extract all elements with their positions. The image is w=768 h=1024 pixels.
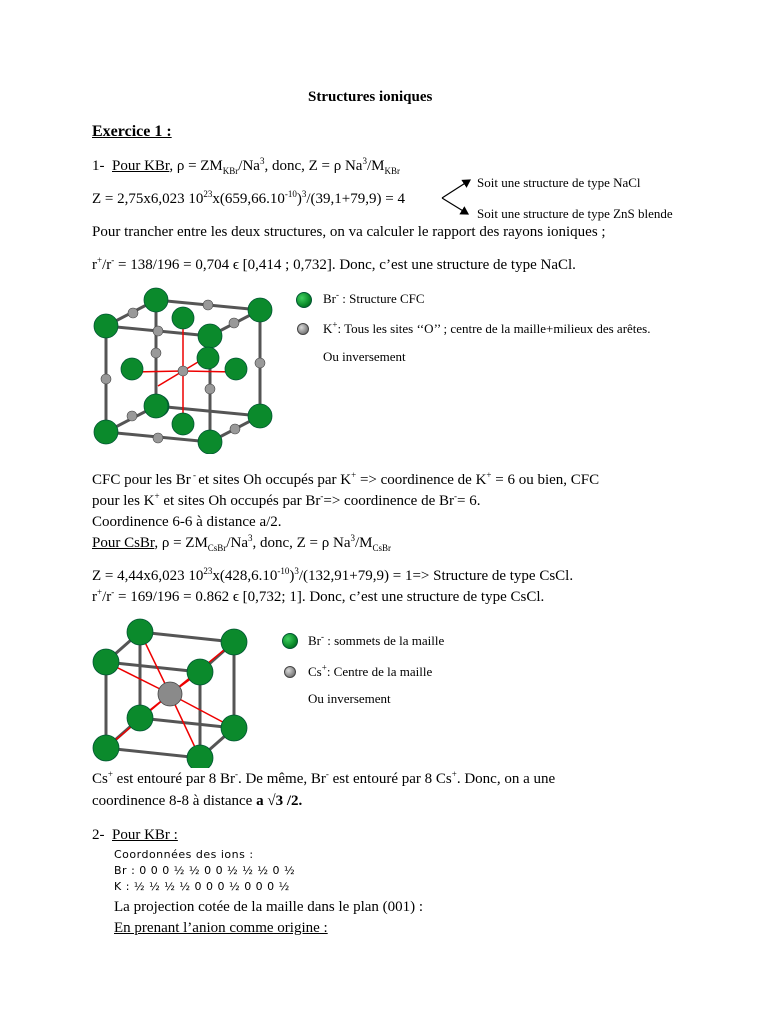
option-nacl: Soit une structure de type NaCl bbox=[477, 175, 641, 190]
k-legend-icon bbox=[297, 323, 309, 335]
csbr-formula bbox=[92, 534, 391, 552]
text-part: est entouré par 8 Br bbox=[112, 771, 235, 787]
text-part: est entouré par 8 Cs bbox=[328, 771, 452, 787]
subscript: CsBr bbox=[372, 543, 392, 553]
superscript: - bbox=[234, 769, 238, 779]
ion-label: Br bbox=[308, 633, 321, 648]
compound-label: Pour CsBr bbox=[92, 535, 155, 551]
superscript: - bbox=[321, 631, 324, 642]
superscript: - bbox=[320, 491, 324, 501]
distance-formula: a √3 /2. bbox=[256, 793, 303, 809]
superscript: + bbox=[97, 255, 103, 265]
superscript: 23 bbox=[203, 566, 213, 576]
superscript: + bbox=[451, 769, 457, 779]
cfc-line-1 bbox=[92, 471, 599, 489]
text-part: . De même, Br bbox=[237, 771, 326, 787]
text-part: => coordinence de Br bbox=[323, 493, 454, 509]
superscript: + bbox=[107, 769, 113, 779]
legend-description: : Tous les sites ‘‘O’’ ; centre de la maille+milieux des arêtes. bbox=[337, 321, 651, 336]
projection-text: La projection cotée de la maille dans le plan (001) : bbox=[114, 899, 424, 915]
superscript: + bbox=[332, 319, 338, 330]
formula-part: ) bbox=[289, 568, 295, 584]
formula-part: , ρ = ZM bbox=[169, 158, 223, 174]
superscript: + bbox=[351, 470, 357, 480]
superscript: -10 bbox=[284, 189, 297, 199]
compound-label: Pour KBr : bbox=[112, 827, 178, 843]
br-legend-text bbox=[323, 290, 425, 308]
text-part: et sites Oh occupés par K bbox=[198, 472, 352, 488]
superscript: -10 bbox=[277, 566, 290, 576]
superscript: + bbox=[154, 491, 160, 501]
formula-part: /(39,1+79,9) = 4 bbox=[306, 191, 405, 207]
superscript: - bbox=[190, 470, 199, 480]
formula-part: = 138/196 = 0,704 ϵ [0,414 ; 0,732]. Donc, c’est une structure de type NaCl. bbox=[114, 257, 576, 273]
question-1-formula bbox=[92, 157, 400, 175]
superscript: - bbox=[111, 587, 115, 597]
legend2-or-text: Ou inversement bbox=[308, 691, 391, 706]
formula-part: /M bbox=[366, 158, 385, 174]
br-vertex-legend-icon bbox=[282, 633, 298, 649]
formula-part: Z = 2,75x6,023 10 bbox=[92, 191, 204, 207]
formula-part: x(428,6.10 bbox=[212, 568, 278, 584]
exercise-heading: Exercice 1 : bbox=[92, 123, 172, 140]
origin-text: En prenant l’anion comme origine : bbox=[114, 920, 328, 936]
formula-part: /(132,91+79,9) = 1=> Structure de type CsCl. bbox=[298, 568, 574, 584]
text-part: et sites Oh occupés par Br bbox=[159, 493, 321, 509]
text-part: CFC pour les Br bbox=[92, 472, 191, 488]
text-part: = 6. bbox=[457, 493, 481, 509]
formula-part: r bbox=[92, 589, 97, 605]
legend-description: : Centre de la maille bbox=[326, 664, 433, 679]
text-part: => coordinence de K bbox=[356, 472, 487, 488]
br-legend-icon bbox=[296, 292, 312, 308]
k-coordinates: K : ½ ½ ½ ½ 0 0 0 ½ 0 0 0 ½ bbox=[114, 880, 290, 893]
formula-part: /M bbox=[355, 535, 373, 551]
text-part: coordinence 8-8 à distance bbox=[92, 793, 257, 809]
ion-label: Cs bbox=[308, 664, 322, 679]
superscript: 3 bbox=[294, 566, 299, 576]
formula-part: ) bbox=[296, 191, 302, 207]
text-part: pour les K bbox=[92, 493, 155, 509]
superscript: - bbox=[454, 491, 457, 501]
formula-part: /r bbox=[102, 589, 112, 605]
formula-part: x(659,66.10 bbox=[212, 191, 285, 207]
nacl-structure-figure bbox=[88, 286, 278, 454]
cfc-line-3: Coordinence 6-6 à distance a/2. bbox=[92, 514, 282, 530]
formula-part: Z = 4,44x6,023 10 bbox=[92, 568, 204, 584]
formula-part: /Na bbox=[226, 535, 248, 551]
compound-label: Pour KBr bbox=[112, 158, 170, 174]
superscript: 23 bbox=[203, 189, 213, 199]
ion-label: Br bbox=[323, 291, 336, 306]
superscript: - bbox=[336, 289, 339, 300]
z-calculation-csbr bbox=[92, 567, 573, 585]
cs-coord-line-1 bbox=[92, 770, 555, 788]
cfc-line-2 bbox=[92, 492, 480, 510]
legend-description: : Structure CFC bbox=[339, 291, 425, 306]
question-number: 2- bbox=[92, 827, 105, 843]
ion-label: K bbox=[323, 321, 333, 336]
cs-legend-text bbox=[308, 663, 432, 681]
text-part: Cs bbox=[92, 771, 108, 787]
page-title: Structures ioniques bbox=[308, 89, 433, 105]
superscript: + bbox=[486, 470, 492, 480]
formula-part: = 169/196 = 0.862 ϵ [0,732; 1]. Donc, c’est une structure de type CsCl. bbox=[114, 589, 545, 605]
formula-part: r bbox=[92, 257, 97, 273]
superscript: + bbox=[97, 587, 103, 597]
text-part: = 6 ou bien, CFC bbox=[491, 472, 600, 488]
formula-part: , donc, Z = ρ Na bbox=[264, 158, 363, 174]
k-legend-text bbox=[323, 320, 651, 338]
superscript: 3 bbox=[350, 533, 355, 543]
superscript: + bbox=[321, 662, 327, 673]
radius-ratio-kbr bbox=[92, 256, 576, 274]
question-number: 1- bbox=[92, 158, 105, 174]
superscript: - bbox=[111, 255, 115, 265]
trancher-text: Pour trancher entre les deux structures, on va calculer le rapport des rayons ioniques ; bbox=[92, 224, 606, 240]
formula-part: /Na bbox=[238, 158, 260, 174]
cs-coord-line-2 bbox=[92, 792, 302, 810]
formula-part: /r bbox=[102, 257, 112, 273]
legend-description: : sommets de la maille bbox=[324, 633, 445, 648]
option-zns: Soit une structure de type ZnS blende bbox=[477, 206, 673, 221]
subscript: KBr bbox=[222, 166, 239, 176]
radius-ratio-csbr bbox=[92, 588, 544, 606]
cscl-structure-figure bbox=[88, 618, 258, 768]
formula-part: , ρ = ZM bbox=[154, 535, 208, 551]
question-2-heading bbox=[92, 826, 178, 844]
cs-legend-icon bbox=[284, 666, 296, 678]
superscript: - bbox=[325, 769, 329, 779]
z-calculation-kbr bbox=[92, 190, 405, 208]
legend-or-text: Ou inversement bbox=[323, 349, 406, 364]
br-vertex-legend-text bbox=[308, 632, 444, 650]
subscript: CsBr bbox=[207, 543, 227, 553]
superscript: 3 bbox=[301, 189, 307, 199]
text-part: . Donc, on a une bbox=[456, 771, 556, 787]
superscript: 3 bbox=[259, 156, 265, 166]
formula-part: , donc, Z = ρ Na bbox=[252, 535, 351, 551]
superscript: 3 bbox=[362, 156, 367, 166]
superscript: 3 bbox=[247, 533, 253, 543]
br-coordinates: Br : 0 0 0 ½ ½ 0 0 ½ ½ ½ 0 ½ bbox=[114, 864, 296, 877]
coordinates-title: Coordonnées des ions : bbox=[114, 848, 254, 861]
subscript: KBr bbox=[384, 166, 400, 176]
